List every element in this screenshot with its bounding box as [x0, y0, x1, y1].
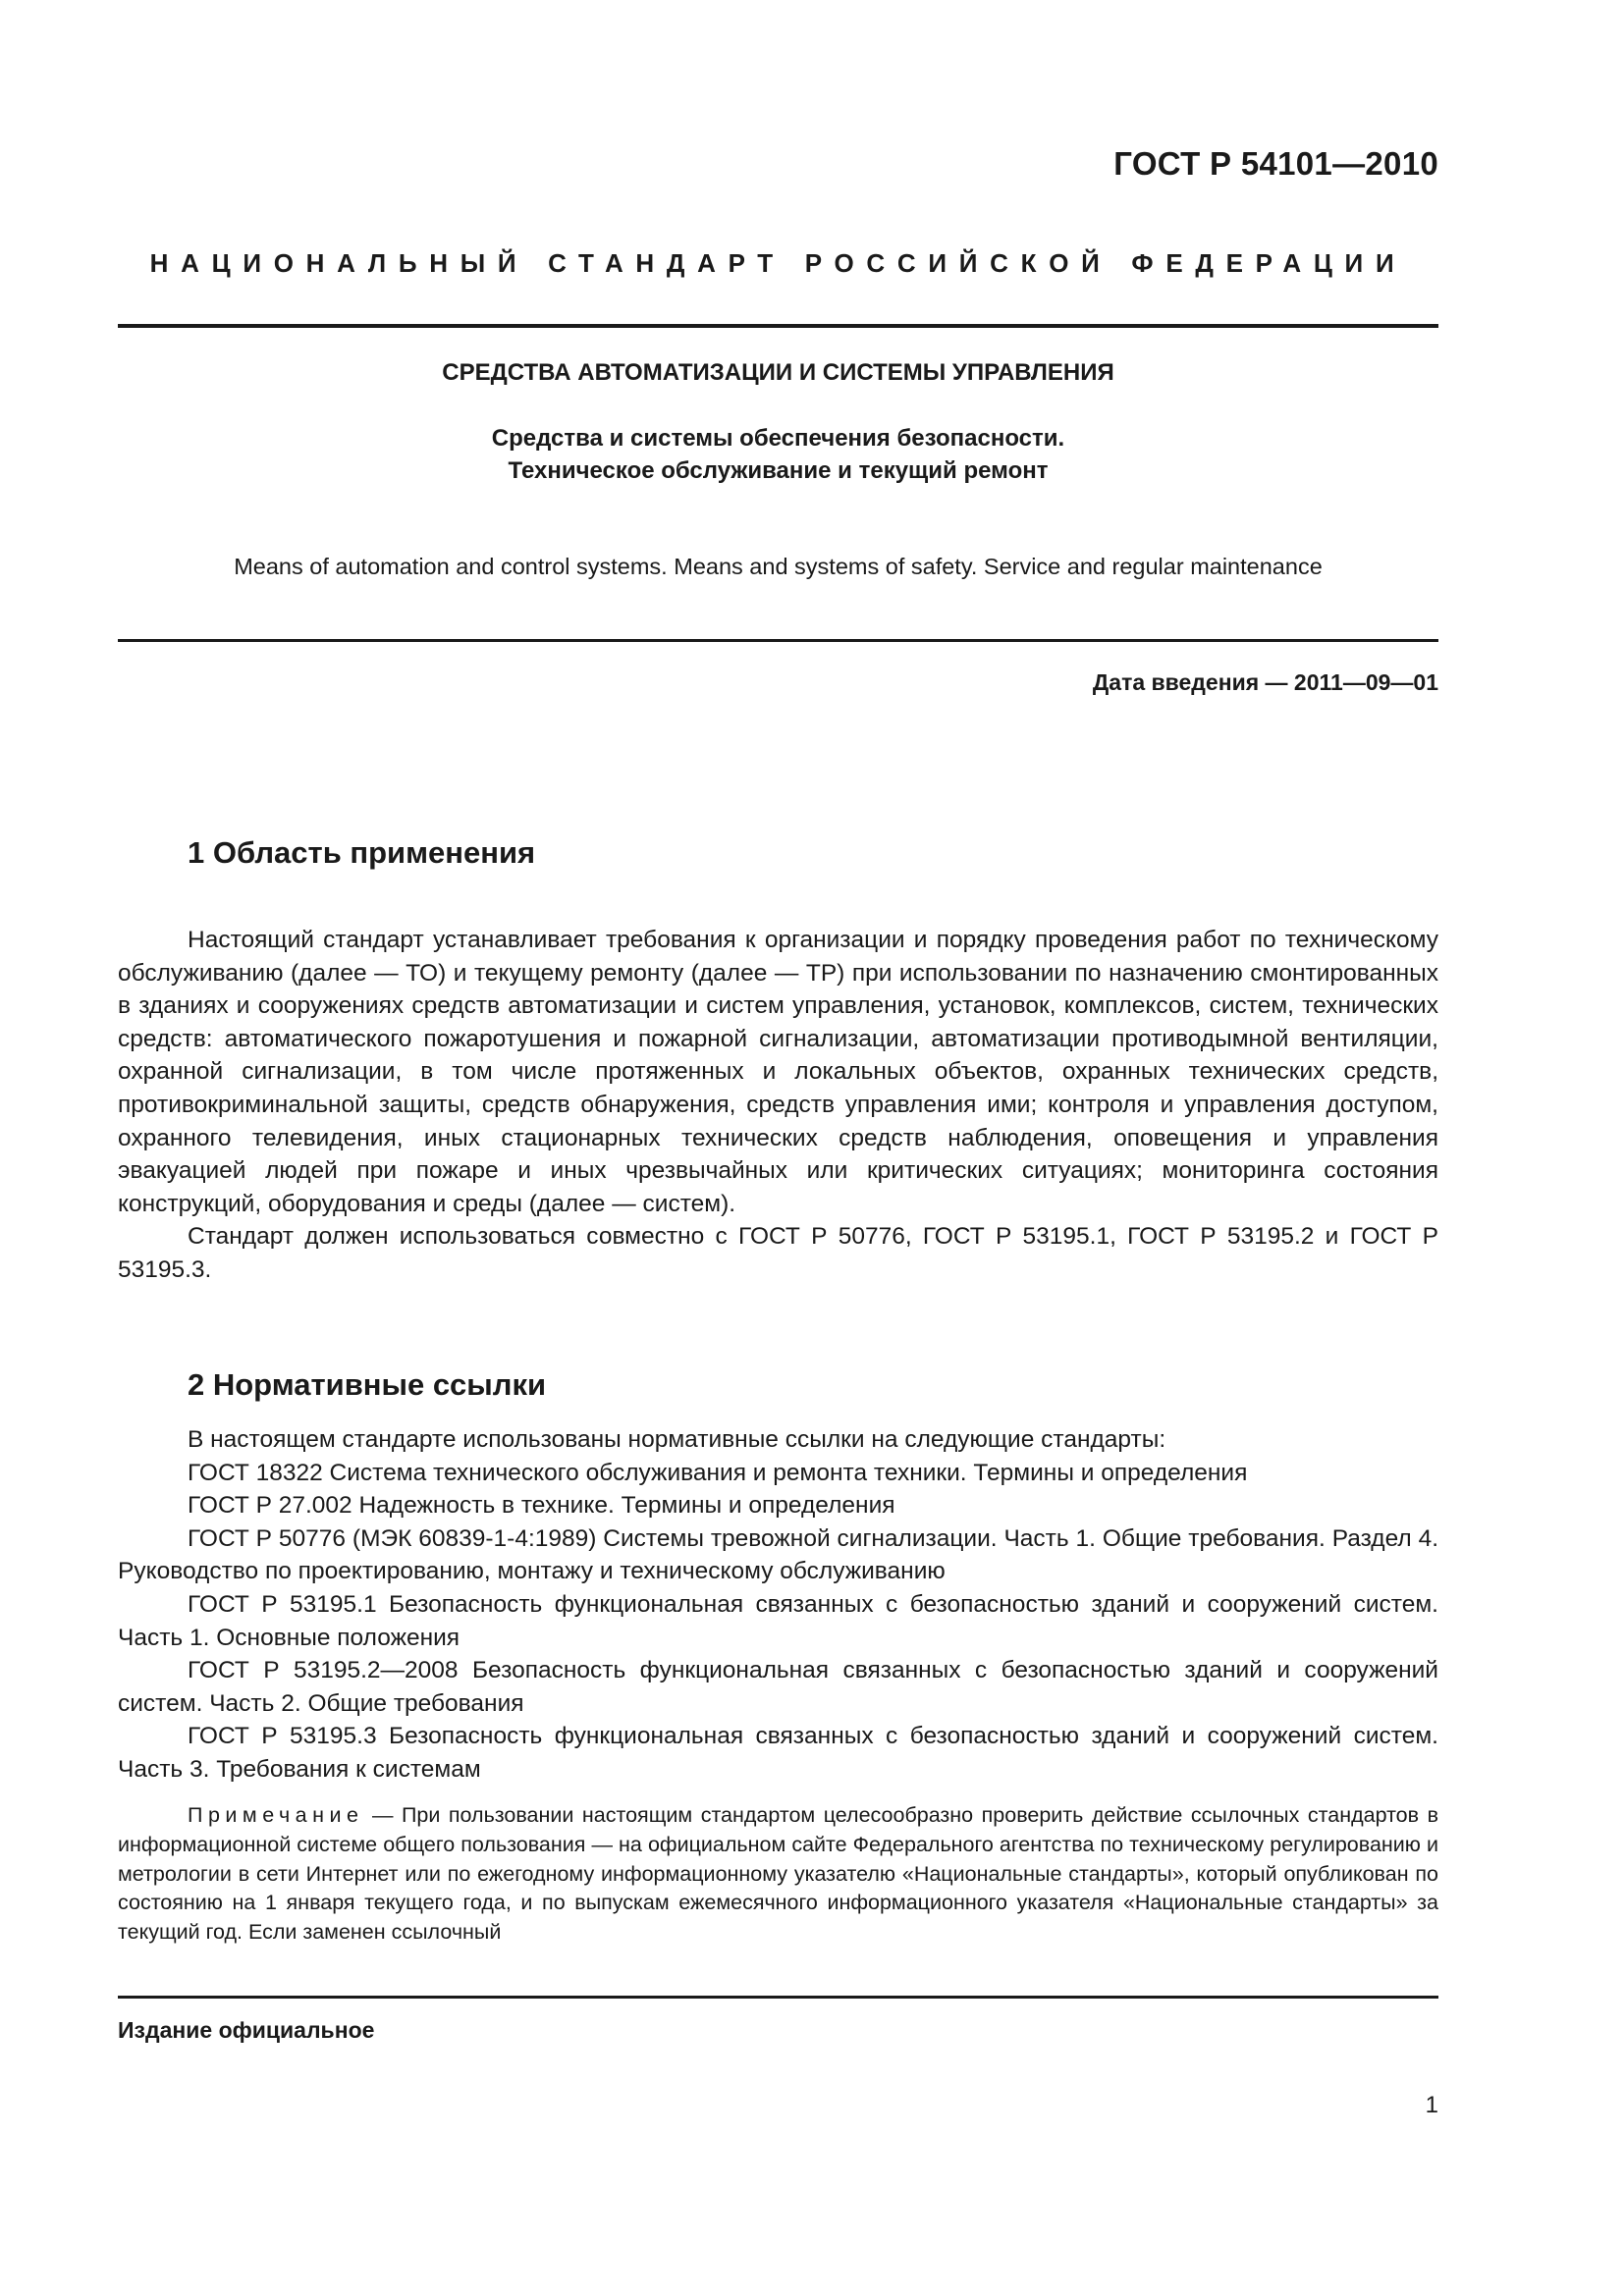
subtitle-line-1: Средства и системы обеспечения безопасности.: [491, 425, 1065, 452]
standard-title: СРЕДСТВА АВТОМАТИЗАЦИИ И СИСТЕМЫ УПРАВЛЕНИЯ: [442, 359, 1114, 386]
paragraph: В настоящем стандарте использованы нормативные ссылки на следующие стандарты:: [188, 1426, 1166, 1453]
section-1-heading: 1 Область применения: [188, 835, 536, 870]
footer-divider: [118, 1996, 1438, 1999]
introduction-date: Дата введения — 2011—09—01: [1092, 669, 1438, 695]
paragraph: Настоящий стандарт устанавливает требования к организации и порядку проведения работ по техническому обслуживанию (далее — ТО) и текущему ремонту (далее — ТР) при использовании по назначению смонтированных в зданиях и сооружениях средств автоматизации и систем управления, установок, комплексов, систем, технических средств: автоматического пожаротушения и пожарной сигнализации, автоматизации противодымной вентиляции, охранной сигнализации, в том числе протяженных и локальных объектов, охранных технических средств, противокриминальной защиты, средств обнаружения, средств управления ими; контроля и управления доступом, охранного телевидения, иных стационарных технических средств наблюдения, оповещения и управления эвакуацией людей при пожаре и иных чрезвычайных или критических ситуациях; мониторинга состояния конструкций, оборудования и среды (далее — систем).: [118, 927, 1438, 1217]
reference-item: ГОСТ Р 27.002 Надежность в технике. Термины и определения: [188, 1492, 895, 1520]
document-number: ГОСТ Р 54101—2010: [1113, 145, 1438, 182]
page-number: 1: [1425, 2092, 1438, 2118]
note: [118, 1801, 1438, 1948]
subtitle-line-2: Техническое обслуживание и текущий ремонт: [508, 457, 1049, 484]
section-2-body: [118, 1423, 1438, 1787]
english-title: Means of automation and control systems. Means and systems of safety. Service and regular maintenance: [234, 554, 1323, 579]
reference-item: ГОСТ Р 53195.1 Безопасность функциональная связанных с безопасностью зданий и сооружений систем. Часть 1. Основные положения: [118, 1590, 1438, 1651]
paragraph: Стандарт должен использоваться совместно с ГОСТ Р 50776, ГОСТ Р 53195.1, ГОСТ Р 53195.2 и ГОСТ Р 53195.3.: [118, 1223, 1438, 1283]
header-divider: [118, 324, 1438, 328]
reference-item: ГОСТ 18322 Система технического обслуживания и ремонта техники. Термины и определения: [188, 1459, 1248, 1486]
section-1-body: [118, 924, 1438, 1287]
reference-item: ГОСТ Р 53195.3 Безопасность функциональная связанных с безопасностью зданий и сооружений систем. Часть 3. Требования к системам: [118, 1723, 1438, 1783]
note-text: — При пользовании настоящим стандартом целесообразно проверить действие ссылочных стандартов в информационной системе общего пользования — на официальном сайте Федерального агентства по техническому регулированию и метрологии в сети Интернет или по ежегодному информационному указателю «Национальные стандарты», который опубликован по состоянию на 1 января текущего года, и по выпускам ежемесячного информационного указателя «Национальные стандарты» за текущий год. Если заменен ссылочный: [118, 1803, 1438, 1945]
national-standard-banner: НАЦИОНАЛЬНЫЙ СТАНДАРТ РОССИЙСКОЙ ФЕДЕРАЦИИ: [149, 248, 1407, 278]
note-label: Примечание: [188, 1803, 364, 1827]
standard-subtitle: [118, 422, 1438, 487]
reference-item: ГОСТ Р 50776 (МЭК 60839-1-4:1989) Системы тревожной сигнализации. Часть 1. Общие требования. Раздел 4. Руководство по проектированию, монтажу и техническому обслуживанию: [118, 1524, 1438, 1585]
title-divider: [118, 639, 1438, 642]
official-edition-label: Издание официальное: [118, 2017, 375, 2043]
section-2-heading: 2 Нормативные ссылки: [188, 1367, 547, 1402]
reference-item: ГОСТ Р 53195.2—2008 Безопасность функциональная связанных с безопасностью зданий и сооружений систем. Часть 2. Общие требования: [118, 1657, 1438, 1717]
